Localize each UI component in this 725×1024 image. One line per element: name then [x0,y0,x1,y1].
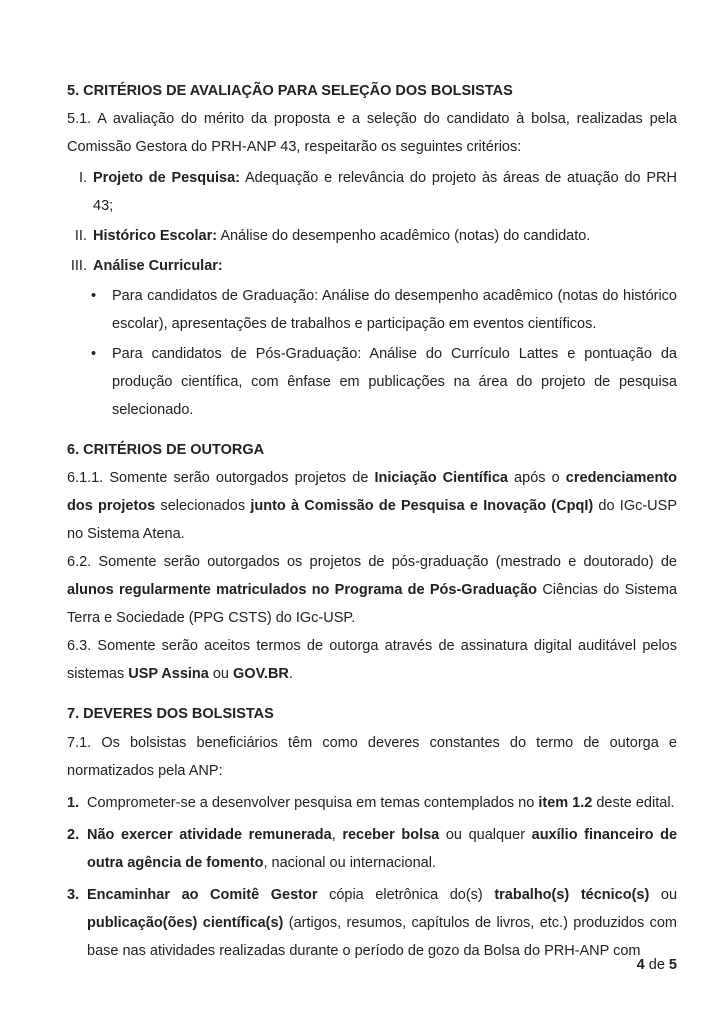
text-run: Para candidatos de Pós-Graduação: Análise do Currículo Lattes e pontuação da produção científica, com ênfase em publicações na área do projeto de pesquisa selecionado. [112,346,677,418]
text-run: Análise do desempenho acadêmico (notas) do candidato. [217,228,591,244]
item-number: 2. [67,827,80,843]
text-run: USP Assina [128,666,209,682]
text-run: , nacional ou internacional. [263,855,436,871]
text-run: GOV.BR [233,666,289,682]
roman-list [67,164,677,280]
text-run: selecionados [155,498,251,514]
text-run: 7.1. Os bolsistas beneficiários têm como deveres constantes do termo de outorga e normatizados pela ANP: [67,735,677,779]
numbered-item-text [87,881,677,965]
text-run: 6.1.1. Somente serão outorgados projetos de [67,470,375,486]
text-run: Projeto de Pesquisa: [93,170,240,186]
text-run: ou qualquer [439,827,532,843]
text-run: Para candidatos de Graduação: Análise do desempenho acadêmico (notas do histórico escolar), apresentações de trabalhos e participação em eventos científicos. [112,288,677,332]
text-run: do IGc-USP no Sistema Atena. [67,498,677,542]
numbered-list-item [67,789,677,817]
roman-item-text [93,222,677,250]
roman-item-text [93,252,677,280]
item-number: 1. [67,795,80,811]
text-run: publicação(ões) científica(s) [87,915,284,931]
text-run: alunos regularmente matriculados no Programa de Pós-Graduação [67,582,538,598]
bullet-icon: • [91,346,97,362]
text-run: Análise Curricular: [93,258,223,274]
text-run: trabalho(s) técnico(s) [494,887,650,903]
text-run: Encaminhar ao Comitê Gestor [87,887,318,903]
text-run: . [288,666,293,682]
text-run: deste edital. [592,795,675,811]
roman-list-item [67,164,677,220]
text-run: cópia eletrônica do(s) [317,887,495,903]
text-run: , [331,827,343,843]
text-run: Iniciação Científica [374,470,508,486]
roman-marker: I. [78,170,87,186]
text-run: 5.1. A avaliação do mérito da proposta e a seleção do candidato à bolsa, realizadas pela Comissão Gestora do PRH-ANP 43, respeitarão os seguintes critérios: [67,111,677,155]
text-run: ou [649,887,678,903]
text-run: ou [208,666,234,682]
paragraph-6-3 [67,632,677,688]
page-number [637,957,677,973]
text-run: Não exercer atividade remunerada [87,827,332,843]
text-run: item 1.2 [538,795,593,811]
bullet-list-item [91,340,677,424]
text-run: 5 [668,957,677,973]
text-run: 6.2. Somente serão outorgados os projetos de pós-graduação (mestrado e doutorado) de [67,554,677,570]
text-run: receber bolsa [342,827,440,843]
numbered-item-text [87,789,677,817]
text-run: 6.3. Somente serão aceitos termos de outorga através de assinatura digital auditável pelos sistemas [67,638,677,682]
roman-item-text [93,164,677,220]
text-run: credenciamento dos projetos [67,470,678,514]
numbered-list-item [67,881,677,965]
paragraph-6-2 [67,548,677,632]
item-number: 3. [67,887,80,903]
roman-list-item [67,222,677,250]
bullet-icon: • [91,288,97,304]
roman-marker: III. [70,258,87,274]
numbered-list-item [67,821,677,877]
text-run: junto à Comissão de Pesquisa e Inovação (CpqI) [250,498,594,514]
text-run: Histórico Escolar: [93,228,218,244]
bullet-list [67,282,677,424]
text-run: (artigos, resumos, capítulos de livros, etc.) produzidos com base nas atividades realizadas durante o período de gozo da Bolsa do PRH-ANP com [87,915,677,959]
section-7-heading: 7. DEVERES DOS BOLSISTAS [67,706,274,722]
text-run: 4 [636,957,645,973]
page-footer [637,951,677,979]
paragraph-7-1 [67,729,677,785]
bullet-item-text [112,282,677,338]
bullet-list-item [91,282,677,338]
paragraph-5-1 [67,105,677,161]
text-run: após o [507,470,566,486]
bullet-item-text [112,340,677,424]
paragraph-6-1-1 [67,464,677,548]
duties-list [67,789,677,965]
text-run: Adequação e relevância do projeto às áreas de atuação do PRH 43; [93,170,677,214]
section-5-heading: 5. CRITÉRIOS DE AVALIAÇÃO PARA SELEÇÃO DOS BOLSISTAS [67,83,513,99]
text-run: Comprometer-se a desenvolver pesquisa em temas contemplados no [87,795,539,811]
section-6-heading: 6. CRITÉRIOS DE OUTORGA [67,442,265,458]
text-run: auxílio financeiro de outra agência de fomento [87,827,678,871]
numbered-item-text [87,821,677,877]
text-run: Ciências do Sistema Terra e Sociedade (PPG CSTS) do IGc-USP. [67,582,678,626]
roman-marker: II. [74,228,87,244]
roman-list-item [67,252,677,280]
text-run: de [644,957,669,973]
